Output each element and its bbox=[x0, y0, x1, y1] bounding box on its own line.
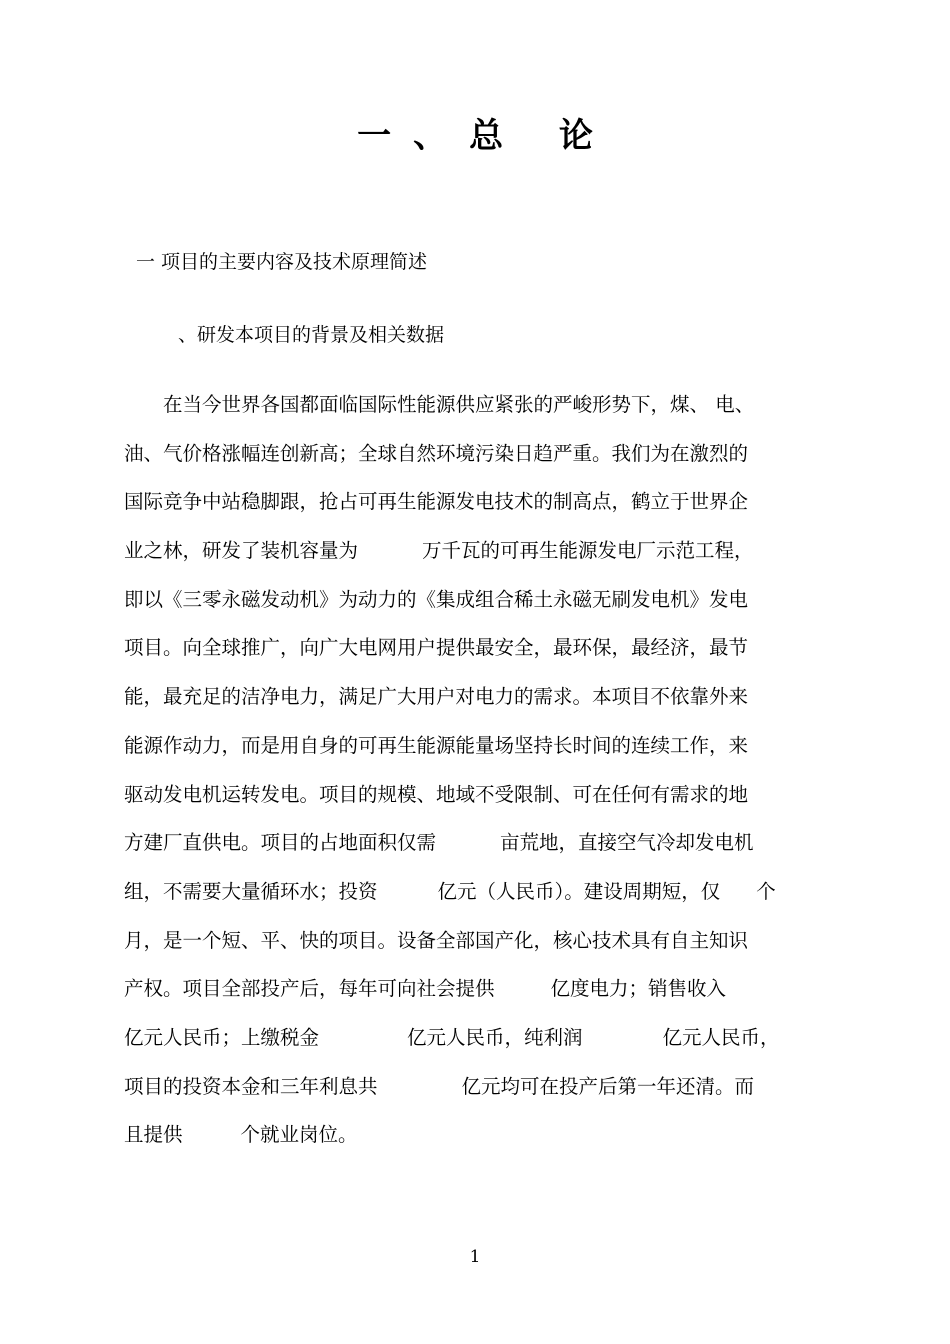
body-text-fragment: 个 bbox=[756, 879, 776, 903]
body-text-fragment: 亿元（人民币）。建设周期短，仅 bbox=[437, 879, 721, 903]
body-line bbox=[124, 531, 832, 580]
body-text-fragment: 亿元人民币， bbox=[662, 1025, 780, 1049]
body-text-fragment: 且提供 bbox=[124, 1123, 183, 1147]
body-line: 驱动发电机运转发电。项目的规模、地域不受限制、可在任何有需求的地 bbox=[124, 782, 749, 806]
body-text-fragment: 亿元均可在投产后第一年还清。而 bbox=[461, 1074, 755, 1098]
body-line bbox=[124, 1067, 832, 1116]
body-text-fragment: 亿元人民币，纯利润 bbox=[407, 1025, 583, 1049]
body-line bbox=[124, 969, 832, 1018]
page-number: 1 bbox=[469, 1247, 481, 1267]
body-text-fragment: 亿元人民币；上缴税金 bbox=[124, 1025, 320, 1049]
body-text-fragment: 业之林，研发了装机容量为 bbox=[124, 539, 359, 563]
body-line bbox=[124, 1018, 832, 1067]
body-line: 油、气价格涨幅连创新高；全球自然环境污染日趋严重。我们为在激烈的 bbox=[124, 441, 749, 465]
body-text-fragment: 亩荒地，直接空气冷却发电机 bbox=[500, 831, 754, 855]
body-text-fragment: 方建厂直供电。项目的占地面积仅需 bbox=[124, 831, 437, 855]
body-line bbox=[124, 823, 832, 872]
body-text-fragment: 项目的投资本金和三年利息共 bbox=[124, 1074, 378, 1098]
body-line: 即以《三零永磁发动机》为动力的《集成组合稀土永磁无刷发电机》发电 bbox=[124, 587, 749, 611]
body-paragraph bbox=[124, 385, 832, 1164]
body-text-fragment: 个就业岗位。 bbox=[240, 1123, 358, 1147]
body-text-fragment: 万千瓦的可再生能源发电厂示范工程， bbox=[422, 539, 754, 563]
body-text-fragment: 组，不需要大量循环水；投资 bbox=[124, 879, 378, 903]
subsection-heading: 、研发本项目的背景及相关数据 bbox=[178, 324, 445, 346]
body-line bbox=[124, 872, 832, 921]
body-line: 项目。向全球推广，向广大电网用户提供最安全，最环保，最经济，最节 bbox=[124, 636, 749, 660]
body-line: 国际竞争中站稳脚跟，抢占可再生能源发电技术的制高点，鹤立于世界企 bbox=[124, 490, 749, 514]
body-line: 能，最充足的洁净电力，满足广大用户对电力的需求。本项目不依靠外来 bbox=[124, 685, 749, 709]
body-line: 在当今世界各国都面临国际性能源供应紧张的严峻形势下，煤、 电、 bbox=[124, 393, 755, 416]
body-line: 能源作动力，而是用自身的可再生能源能量场坚持长时间的连续工作，来 bbox=[124, 733, 749, 757]
body-text-fragment: 亿度电力；销售收入 bbox=[550, 977, 727, 1001]
body-line: 月，是一个短、平、快的项目。设备全部国产化，核心技术具有自主知识 bbox=[124, 928, 749, 952]
page-title: 一、总 论 bbox=[357, 116, 615, 156]
body-line bbox=[124, 1115, 832, 1164]
body-text-fragment: 产权。项目全部投产后，每年可向社会提供 bbox=[124, 977, 495, 1001]
section-heading: 一 项目的主要内容及技术原理简述 bbox=[136, 251, 428, 273]
